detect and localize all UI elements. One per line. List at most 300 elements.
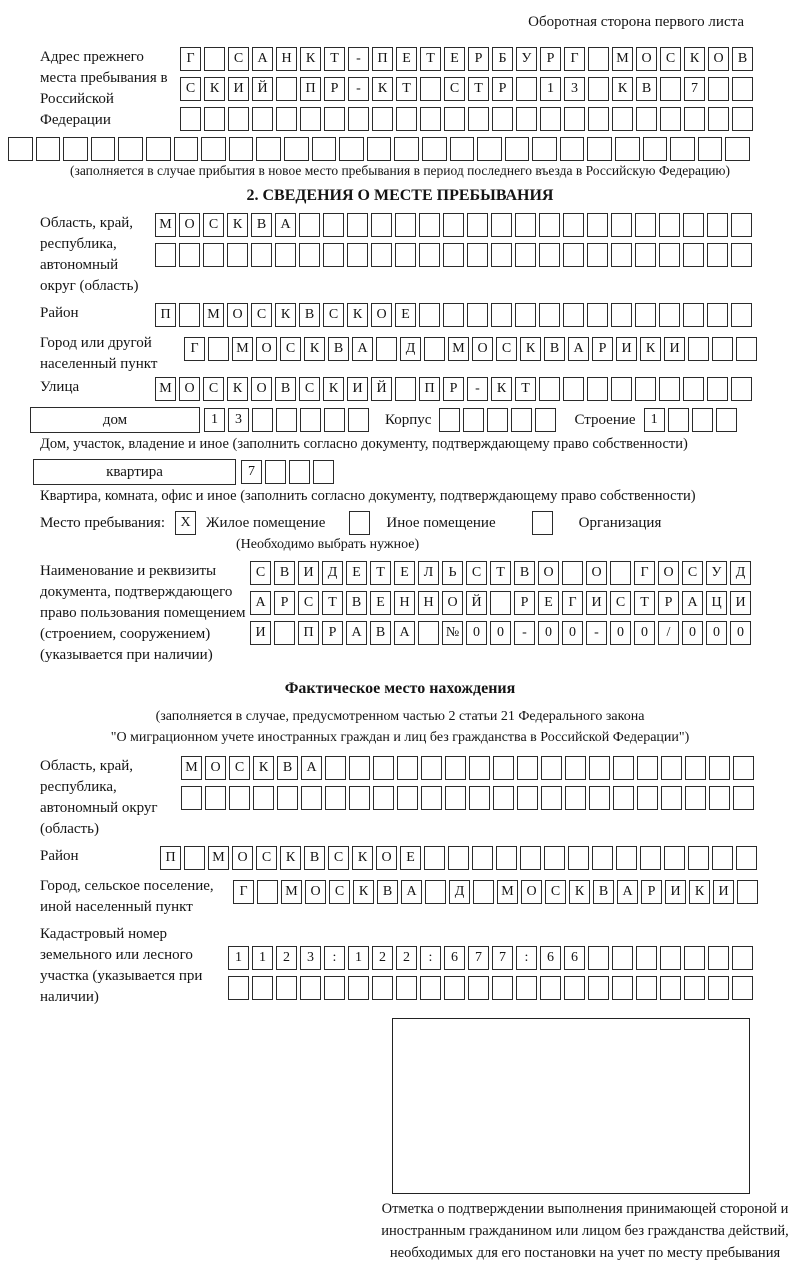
char-box <box>708 946 729 970</box>
char-box: Т <box>370 561 391 585</box>
char-box <box>560 137 585 161</box>
char-box: М <box>203 303 224 327</box>
char-box: М <box>155 377 176 401</box>
char-box: А <box>346 621 367 645</box>
char-box <box>395 213 416 237</box>
char-box <box>541 786 562 810</box>
char-box <box>492 107 513 131</box>
char-box <box>589 786 610 810</box>
char-box <box>276 976 297 1000</box>
char-box: А <box>275 213 296 237</box>
char-box: С <box>682 561 703 585</box>
char-box <box>277 786 298 810</box>
char-box: - <box>467 377 488 401</box>
char-box <box>422 137 447 161</box>
char-box: Г <box>233 880 254 904</box>
char-box <box>684 976 705 1000</box>
char-box: Н <box>394 591 415 615</box>
field-gorod-2 <box>8 876 792 918</box>
char-box: 2 <box>276 946 297 970</box>
prev-address-row-3 <box>180 107 753 131</box>
char-box <box>469 756 490 780</box>
char-box <box>611 377 632 401</box>
char-box <box>660 976 681 1000</box>
char-box <box>419 303 440 327</box>
char-box <box>683 213 704 237</box>
char-box: А <box>682 591 703 615</box>
char-box: В <box>636 77 657 101</box>
oblast1-row-2 <box>155 243 752 267</box>
char-box <box>419 213 440 237</box>
char-box <box>709 786 730 810</box>
checkbox-inoe <box>349 511 370 535</box>
char-box: И <box>228 77 249 101</box>
char-box <box>325 756 346 780</box>
char-box <box>516 976 537 1000</box>
char-box <box>468 107 489 131</box>
char-box: Н <box>276 47 297 71</box>
char-box <box>708 77 729 101</box>
char-box <box>516 107 537 131</box>
char-box: С <box>299 377 320 401</box>
char-box <box>563 303 584 327</box>
char-box: А <box>568 337 589 361</box>
char-box: 1 <box>228 946 249 970</box>
kadastr-label: Кадастровый номер земельного или лесного участка (указывается при наличии) <box>40 926 203 1005</box>
char-box: А <box>394 621 415 645</box>
char-box <box>492 976 513 1000</box>
char-box <box>91 137 116 161</box>
char-box <box>299 213 320 237</box>
char-box <box>732 946 753 970</box>
char-box <box>505 137 530 161</box>
char-box: 6 <box>444 946 465 970</box>
char-box <box>373 756 394 780</box>
char-box <box>660 77 681 101</box>
char-box: О <box>708 47 729 71</box>
char-box: К <box>612 77 633 101</box>
char-box: Е <box>444 47 465 71</box>
char-box: С <box>228 47 249 71</box>
char-box: 7 <box>241 460 262 484</box>
char-box: К <box>227 377 248 401</box>
char-box <box>541 756 562 780</box>
char-box: Р <box>468 47 489 71</box>
char-box <box>395 377 416 401</box>
char-box: И <box>298 561 319 585</box>
document-row-3 <box>250 621 751 645</box>
char-box: Л <box>418 561 439 585</box>
char-box: О <box>472 337 493 361</box>
char-box <box>444 107 465 131</box>
field-kvartira <box>33 459 792 485</box>
oblast2-row-1 <box>181 756 754 780</box>
gorod2-row <box>233 880 758 904</box>
char-box <box>208 337 229 361</box>
char-box <box>659 377 680 401</box>
gorod1-label: Город или другой населенный пункт <box>40 335 158 372</box>
gorod2-label: Город, сельское поселение, иной населенный пункт <box>40 878 214 915</box>
char-box: Т <box>468 77 489 101</box>
char-box <box>274 621 295 645</box>
char-box <box>517 786 538 810</box>
char-box: С <box>610 591 631 615</box>
char-box: П <box>300 77 321 101</box>
char-box: О <box>305 880 326 904</box>
char-box <box>661 786 682 810</box>
char-box: М <box>612 47 633 71</box>
char-box: / <box>658 621 679 645</box>
char-box <box>515 303 536 327</box>
char-box: К <box>569 880 590 904</box>
char-box: К <box>227 213 248 237</box>
char-box: В <box>593 880 614 904</box>
char-box <box>732 976 753 1000</box>
korpus-boxes <box>439 408 556 432</box>
char-box: У <box>706 561 727 585</box>
char-box: К <box>304 337 325 361</box>
char-box <box>564 976 585 1000</box>
char-box: С <box>203 213 224 237</box>
char-box <box>684 107 705 131</box>
char-box <box>587 377 608 401</box>
stroenie-boxes <box>644 408 737 432</box>
char-box <box>201 137 226 161</box>
document-row-1 <box>250 561 751 585</box>
char-box: В <box>377 880 398 904</box>
char-box <box>204 47 225 71</box>
char-box <box>708 976 729 1000</box>
char-box <box>276 107 297 131</box>
raion2-label: Район <box>40 848 79 864</box>
char-box: 3 <box>300 946 321 970</box>
char-box: 2 <box>372 946 393 970</box>
char-box: С <box>496 337 517 361</box>
char-box: Р <box>443 377 464 401</box>
char-box: 3 <box>228 408 249 432</box>
char-box: К <box>684 47 705 71</box>
char-box <box>660 946 681 970</box>
char-box: - <box>348 47 369 71</box>
char-box: - <box>348 77 369 101</box>
char-box <box>371 243 392 267</box>
char-box <box>712 337 733 361</box>
char-box <box>731 243 752 267</box>
char-box: Р <box>492 77 513 101</box>
char-box <box>707 303 728 327</box>
char-box <box>256 137 281 161</box>
char-box: 1 <box>252 946 273 970</box>
char-box <box>540 107 561 131</box>
char-box <box>276 77 297 101</box>
char-box <box>517 756 538 780</box>
char-box: Т <box>322 591 343 615</box>
char-box <box>635 213 656 237</box>
char-box <box>613 786 634 810</box>
char-box: И <box>586 591 607 615</box>
char-box <box>698 137 723 161</box>
char-box: О <box>376 846 397 870</box>
char-box: И <box>616 337 637 361</box>
char-box: Е <box>538 591 559 615</box>
raion2-row <box>160 846 757 870</box>
char-box <box>539 213 560 237</box>
char-box <box>229 137 254 161</box>
char-box <box>636 107 657 131</box>
char-box: О <box>251 377 272 401</box>
char-box <box>611 303 632 327</box>
char-box <box>732 107 753 131</box>
char-box: А <box>252 47 273 71</box>
char-box: К <box>520 337 541 361</box>
char-box: У <box>516 47 537 71</box>
char-box <box>477 137 502 161</box>
char-box: К <box>372 77 393 101</box>
char-box <box>174 137 199 161</box>
char-box: С <box>229 756 250 780</box>
char-box: Т <box>490 561 511 585</box>
char-box <box>731 303 752 327</box>
field-gorod-1 <box>8 333 792 375</box>
char-box: 0 <box>634 621 655 645</box>
field-prev-address <box>8 47 792 131</box>
char-box <box>532 137 557 161</box>
char-box <box>592 846 613 870</box>
char-box <box>511 408 532 432</box>
char-box: Д <box>400 337 421 361</box>
char-box <box>589 756 610 780</box>
mesto-option-zhiloe-label: Жилое помещение <box>206 514 326 531</box>
char-box <box>36 137 61 161</box>
char-box <box>612 107 633 131</box>
char-box <box>205 786 226 810</box>
char-box <box>397 756 418 780</box>
stamp-box <box>392 1018 750 1194</box>
ulitsa-row <box>155 377 752 401</box>
prev-address-row-2 <box>180 77 753 101</box>
char-box: В <box>304 846 325 870</box>
char-box <box>565 756 586 780</box>
char-box <box>439 408 460 432</box>
char-box <box>301 786 322 810</box>
char-box: Е <box>396 47 417 71</box>
char-box <box>635 377 656 401</box>
prev-address-label: Адрес прежнего места пребывания в Российской Федерации <box>40 49 168 128</box>
char-box <box>348 976 369 1000</box>
char-box: Е <box>394 561 415 585</box>
char-box <box>63 137 88 161</box>
stroenie-label: Строение <box>574 412 636 428</box>
char-box <box>587 213 608 237</box>
char-box: А <box>250 591 271 615</box>
char-box: 0 <box>706 621 727 645</box>
char-box: В <box>275 377 296 401</box>
char-box <box>227 243 248 267</box>
char-box <box>184 846 205 870</box>
char-box: Т <box>324 47 345 71</box>
char-box: И <box>347 377 368 401</box>
char-box: О <box>227 303 248 327</box>
char-box <box>396 107 417 131</box>
char-box <box>8 137 33 161</box>
char-box <box>684 946 705 970</box>
char-box: К <box>300 47 321 71</box>
char-box: Е <box>400 846 421 870</box>
char-box <box>473 880 494 904</box>
char-box: К <box>352 846 373 870</box>
char-box <box>732 77 753 101</box>
char-box: Р <box>540 47 561 71</box>
char-box: М <box>497 880 518 904</box>
char-box <box>181 786 202 810</box>
char-box: 0 <box>682 621 703 645</box>
char-box: О <box>256 337 277 361</box>
char-box: П <box>419 377 440 401</box>
char-box <box>469 786 490 810</box>
char-box: 1 <box>540 77 561 101</box>
kadastr-row-2 <box>228 976 753 1000</box>
char-box <box>707 377 728 401</box>
char-box <box>493 756 514 780</box>
char-box <box>424 846 445 870</box>
char-box <box>395 243 416 267</box>
char-box <box>257 880 278 904</box>
char-box: К <box>253 756 274 780</box>
char-box: Р <box>322 621 343 645</box>
char-box: Д <box>730 561 751 585</box>
char-box <box>588 976 609 1000</box>
char-box: В <box>370 621 391 645</box>
char-box: И <box>664 337 685 361</box>
char-box: О <box>636 47 657 71</box>
char-box <box>496 846 517 870</box>
char-box: М <box>448 337 469 361</box>
char-box <box>420 107 441 131</box>
fact-note-2: "О миграционном учете иностранных граждан и лиц без гражданства в Российской Федерации") <box>110 730 690 745</box>
char-box: О <box>179 377 200 401</box>
char-box <box>659 303 680 327</box>
char-box <box>544 846 565 870</box>
char-box <box>325 786 346 810</box>
char-box <box>640 846 661 870</box>
char-box <box>467 303 488 327</box>
char-box <box>520 846 541 870</box>
char-box <box>540 976 561 1000</box>
dom-slot: дом <box>30 407 200 433</box>
char-box: О <box>205 756 226 780</box>
char-box <box>661 756 682 780</box>
char-box: С <box>203 377 224 401</box>
char-box <box>707 243 728 267</box>
char-box <box>683 243 704 267</box>
field-mesto-prebyvaniya <box>40 511 792 535</box>
char-box: 7 <box>468 946 489 970</box>
char-box <box>118 137 143 161</box>
checkbox-zhiloe: X <box>175 511 196 535</box>
char-box <box>228 107 249 131</box>
char-box: К <box>640 337 661 361</box>
char-box <box>467 213 488 237</box>
char-box: 6 <box>564 946 585 970</box>
char-box <box>419 243 440 267</box>
field-kadastr <box>8 924 792 1008</box>
char-box <box>347 243 368 267</box>
char-box: А <box>352 337 373 361</box>
char-box: В <box>514 561 535 585</box>
char-box <box>420 976 441 1000</box>
char-box <box>155 243 176 267</box>
char-box: 7 <box>492 946 513 970</box>
char-box <box>396 976 417 1000</box>
char-box <box>670 137 695 161</box>
char-box <box>228 976 249 1000</box>
char-box <box>251 243 272 267</box>
char-box <box>493 786 514 810</box>
char-box: С <box>329 880 350 904</box>
char-box <box>737 880 758 904</box>
char-box: С <box>298 591 319 615</box>
char-box: И <box>665 880 686 904</box>
char-box <box>444 976 465 1000</box>
char-box <box>312 137 337 161</box>
char-box <box>376 337 397 361</box>
char-box <box>588 946 609 970</box>
document-label: Наименование и реквизиты документа, подтверждающего право пользования помещением (строением, сооружением) (указывается при наличии) <box>40 563 246 663</box>
char-box <box>587 137 612 161</box>
gorod1-row <box>184 337 757 361</box>
char-box: Г <box>634 561 655 585</box>
char-box: С <box>250 561 271 585</box>
char-box: Т <box>515 377 536 401</box>
char-box <box>372 107 393 131</box>
char-box: Г <box>562 591 583 615</box>
char-box: С <box>323 303 344 327</box>
char-box: Р <box>324 77 345 101</box>
mesto-option-organizatsiya-label: Организация <box>578 514 662 531</box>
char-box <box>685 756 706 780</box>
char-box: М <box>208 846 229 870</box>
char-box <box>563 213 584 237</box>
char-box <box>736 337 757 361</box>
char-box <box>450 137 475 161</box>
char-box: П <box>372 47 393 71</box>
char-box <box>179 243 200 267</box>
char-box <box>636 976 657 1000</box>
char-box: Т <box>634 591 655 615</box>
char-box <box>612 946 633 970</box>
char-box <box>146 137 171 161</box>
char-box <box>300 976 321 1000</box>
char-box <box>491 213 512 237</box>
char-box: С <box>256 846 277 870</box>
char-box: В <box>277 756 298 780</box>
char-box <box>733 756 754 780</box>
char-box <box>668 408 689 432</box>
char-box: К <box>204 77 225 101</box>
char-box <box>563 243 584 267</box>
char-box <box>610 561 631 585</box>
char-box: : <box>420 946 441 970</box>
char-box <box>275 243 296 267</box>
char-box <box>613 756 634 780</box>
char-box <box>716 408 737 432</box>
prev-address-row-1 <box>180 47 753 71</box>
char-box: А <box>301 756 322 780</box>
char-box: № <box>442 621 463 645</box>
char-box <box>339 137 364 161</box>
char-box <box>349 756 370 780</box>
char-box: И <box>713 880 734 904</box>
